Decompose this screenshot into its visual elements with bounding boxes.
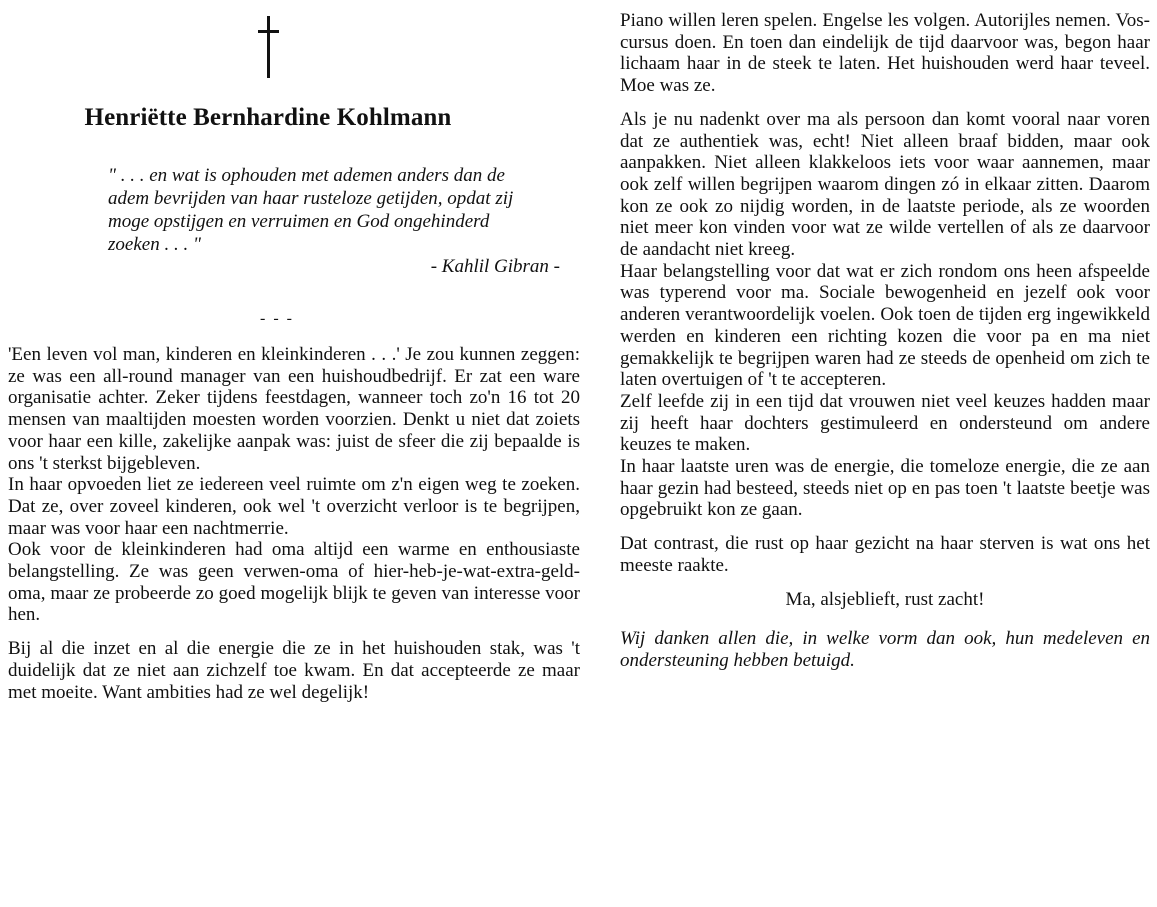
separator: - - -	[260, 310, 294, 327]
farewell-line: Ma, alsjeblieft, rust zacht!	[785, 588, 985, 610]
paragraph: Dat contrast, die rust op haar gezicht na haar sterven is wat ons het meeste raakte.	[620, 533, 1150, 576]
cross-icon	[254, 12, 284, 82]
thanks-line: Wij danken allen die, in welke vorm dan ook, hun medeleven en ondersteuning hebben betuigd.	[620, 628, 1150, 671]
paragraph: In haar laatste uren was de energie, die tomeloze energie, die ze aan haar gezin had besteed, steeds niet op en pas toen 't laatste beetje was opgebruikt kon ze gaan.	[620, 456, 1150, 521]
quote-attribution: - Kahlil Gibran -	[430, 256, 560, 277]
paragraph: Bij al die inzet en al die energie die ze in het huishouden stak, was 't duidelijk dat ze niet aan zichzelf toe kwam. En dat accepteerde ze maar met moeite. Want ambities had ze wel degelijk!	[8, 638, 580, 703]
paragraph: In haar opvoeden liet ze iedereen veel ruimte om z'n eigen weg te zoeken. Dat ze, over zoveel kinderen, ook wel 't overzicht verloor is te begrijpen, maar was voor haar een nachtmerrie.	[8, 474, 580, 539]
left-body	[8, 344, 580, 703]
paragraph: 'Een leven vol man, kinderen en kleinkinderen . . .' Je zou kunnen zeggen: ze was een all-round manager van een huishoudbedrijf. Er zat een ware organisatie achter. Zeker tijdens feestdagen, wanneer toch zo'n 16 tot 20 mensen van maaltijden moesten worden voorzien. Denkt u niet dat zoiets voor haar een kille, zakelijke aanpak was: juist de sfeer die zij bepaalde is ons 't sterkst bijgebleven.	[8, 344, 580, 474]
paragraph: Zelf leefde zij in een tijd dat vrouwen niet veel keuzes hadden maar zij heeft haar dochters gestimuleerd en ondersteund om andere keuzes te maken.	[620, 390, 1150, 456]
right-column	[620, 10, 1150, 672]
paragraph: Ook voor de kleinkinderen had oma altijd een warme en enthousiaste belangstelling. Ze was geen verwen-oma of hier-heb-je-wat-extra-geld-oma, maar ze probeerde zo goed mogelijk blijk te geven van interesse voor hen.	[8, 539, 580, 626]
paragraph: Piano willen leren spelen. Engelse les volgen. Autorijles nemen. Vos-cursus doen. En toen dan eindelijk de tijd daarvoor was, begon haar lichaam haar in de steek te laten. Het huishouden werd haar teveel. Moe was ze.	[620, 10, 1150, 97]
paragraph: Als je nu nadenkt over ma als persoon dan komt vooral naar voren dat ze authentiek was, echt! Niet alleen braaf bidden, maar ook aanpakken. Niet alleen klakkeloos iets voor waar aannemen, maar ook zelf willen begrijpen waarom dingen zó in elkaar zitten. Daarom kon ze ook zo nijdig worden, in de laatste periode, als ze woorden niet meer kon vinden voor wat ze wilde vertellen of als ze daarvoor de aandacht niet kreeg.	[620, 108, 1150, 261]
quote-text: " . . . en wat is ophouden met ademen anders dan de adem bevrijden van haar rusteloze getijden, opdat zij moge opstijgen en verruimen en God ongehinderd zoeken . . . "	[108, 165, 514, 255]
paragraph: Haar belangstelling voor dat wat er zich rondom ons heen afspeelde was typerend voor ma. Sociale bewogenheid en jezelf ook voor anderen verantwoordelijk voelen. Ook toen de tijden erg ingewikkeld werden en kinderen een richting kozen die voor pa en ma niet gemakkelijk te begrijpen waren had ze steeds de openheid om zich te laten overtuigen of 't te accepteren.	[620, 260, 1150, 391]
deceased-name: Henriëtte Bernhardine Kohlmann	[84, 104, 452, 131]
